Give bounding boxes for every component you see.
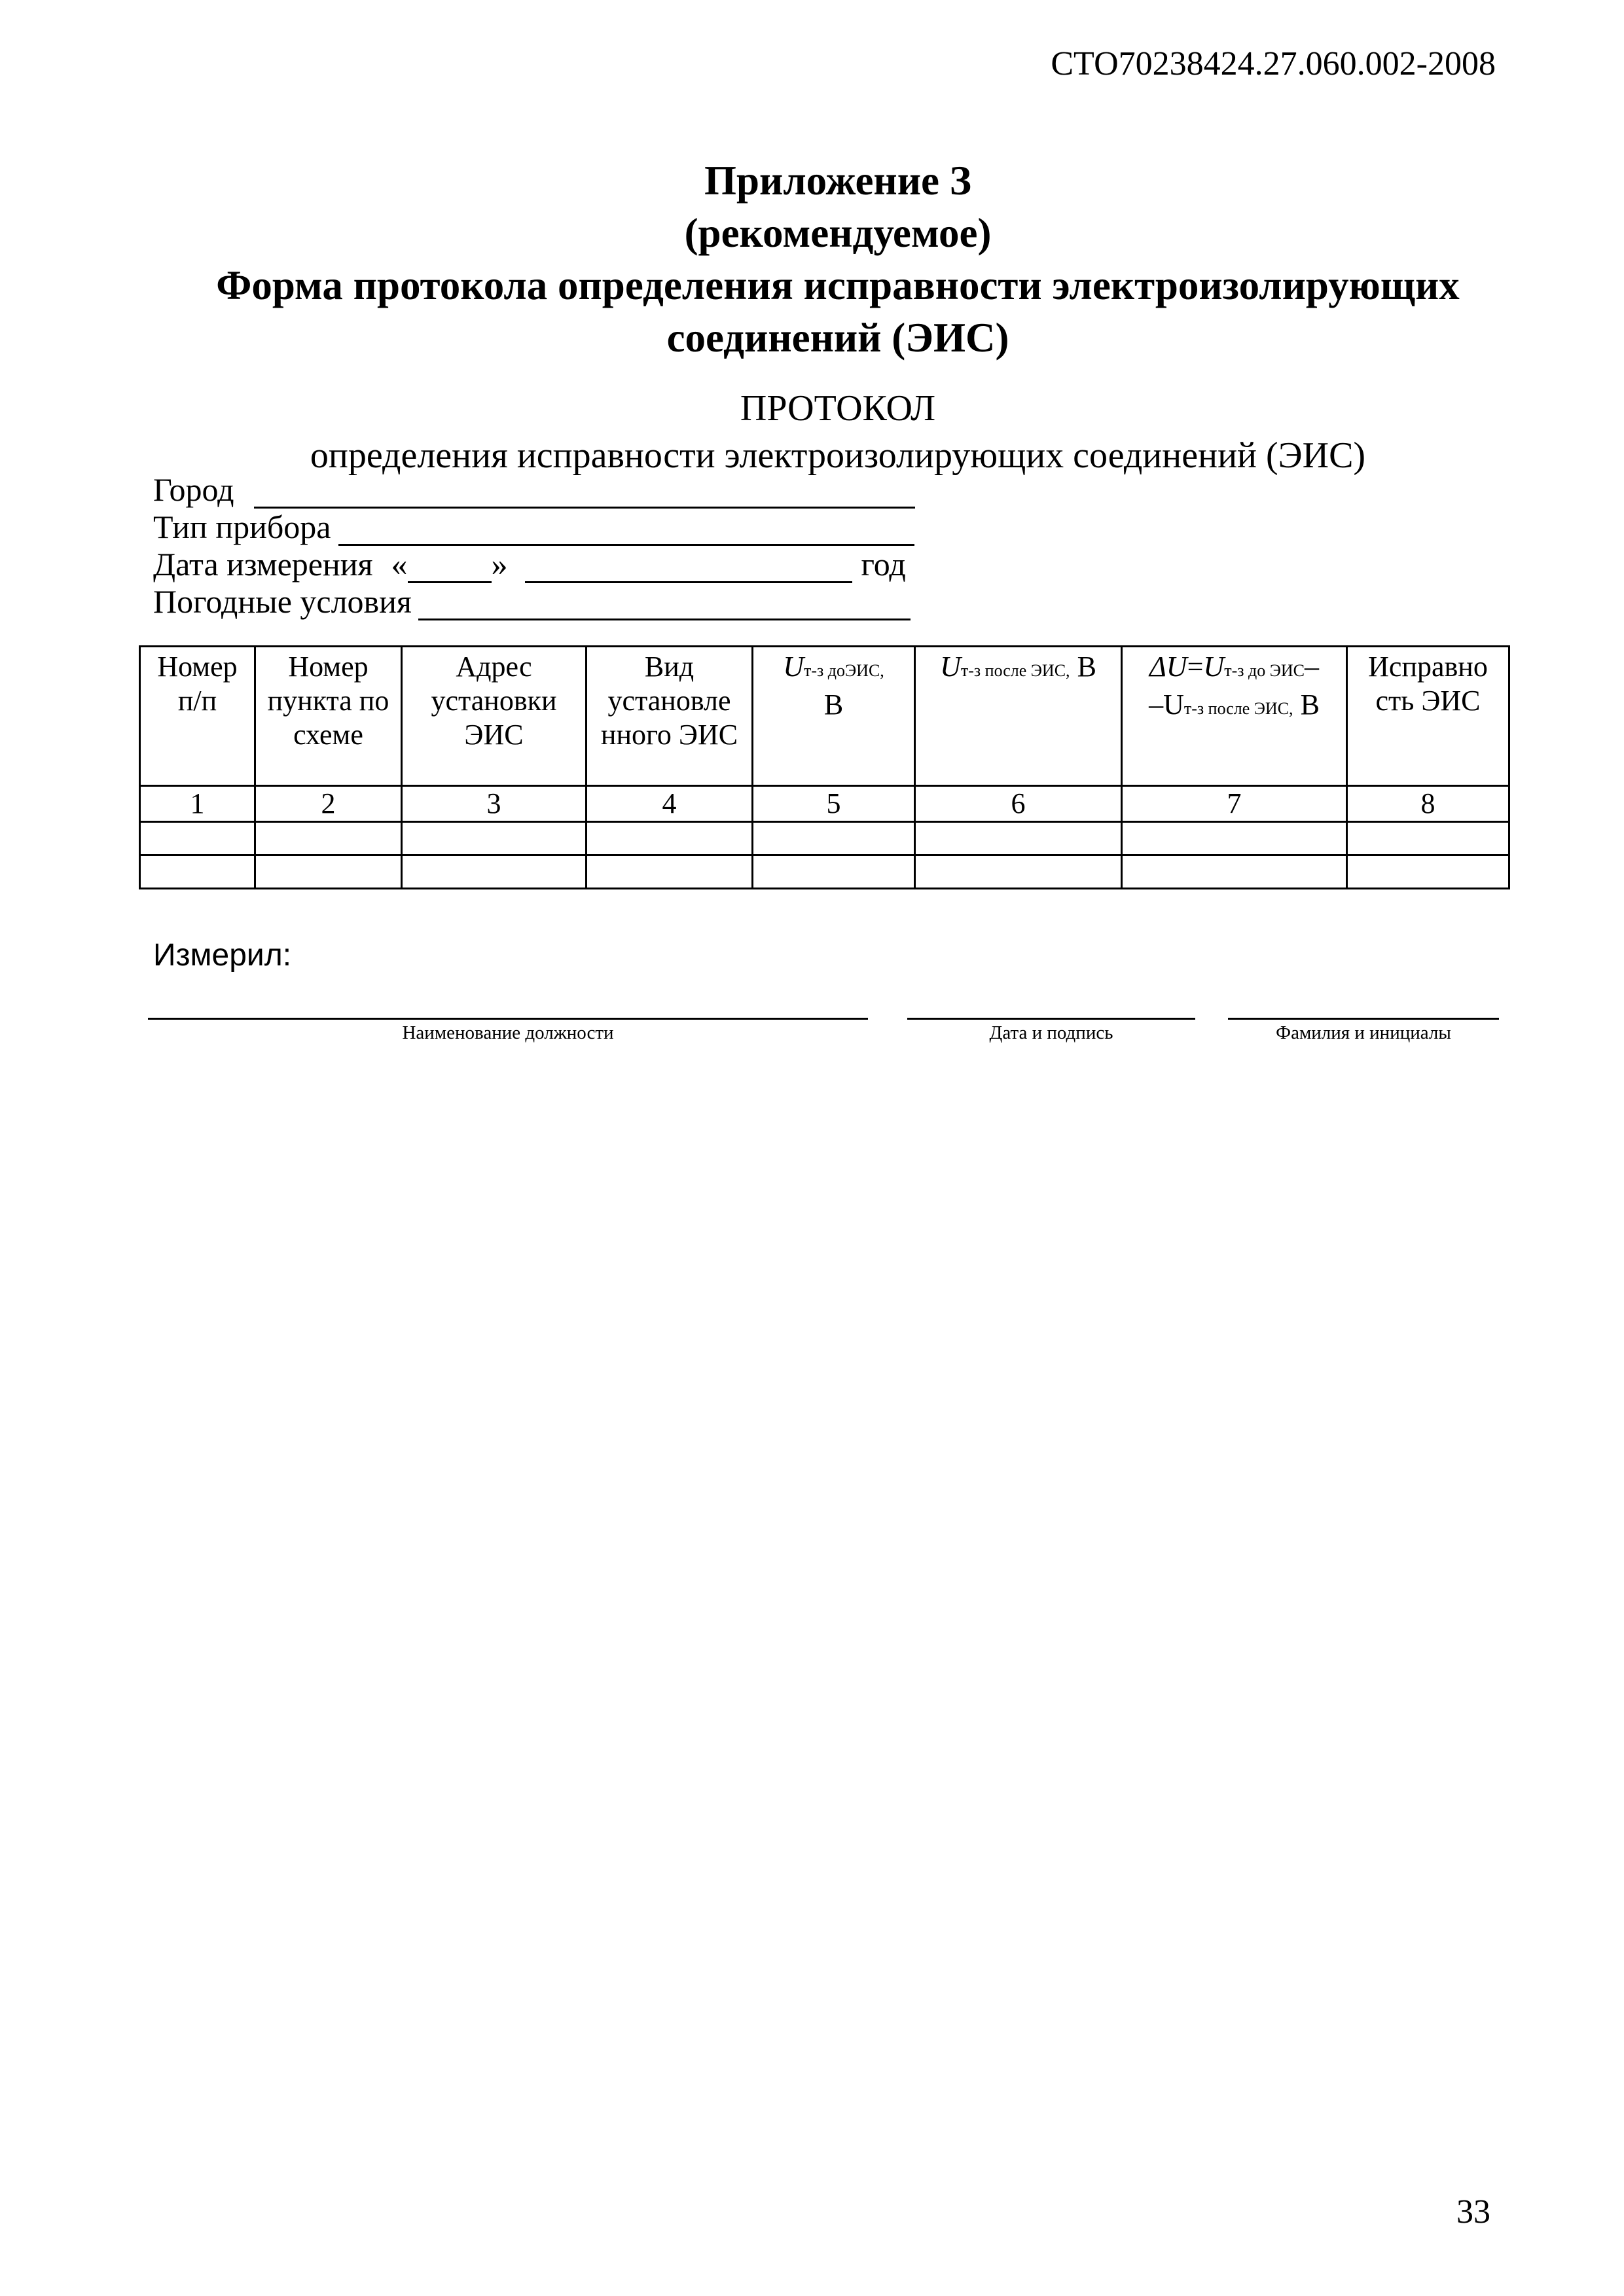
column-number: 5 (753, 786, 915, 822)
device-input[interactable] (338, 515, 914, 546)
appendix-heading (118, 154, 1558, 364)
form-title-line1: Форма протокола определения исправности электроизолирующих (216, 262, 1460, 308)
measured-by-label: Измерил: (153, 938, 292, 973)
table-cell[interactable] (255, 855, 402, 889)
delta-subscript-after: т-з после ЭИС, (1183, 699, 1293, 718)
table-cell[interactable] (1347, 822, 1509, 855)
document-code: СТО70238424.27.060.002-2008 (1051, 45, 1496, 82)
protocol-heading (118, 385, 1558, 479)
table-row (140, 822, 1509, 855)
header-delta-u (1122, 647, 1347, 786)
quote-close: » (491, 546, 508, 583)
table-cell[interactable] (1122, 822, 1347, 855)
delta-u-symbol: ΔU (1149, 651, 1187, 683)
city-label: Город (153, 471, 234, 508)
form-title-line2: соединений (ЭИС) (666, 315, 1009, 361)
minus-sign: – (1305, 651, 1320, 683)
name-caption: Фамилия и инициалы (1276, 1022, 1451, 1043)
city-row (153, 471, 915, 509)
column-number-row (140, 786, 1509, 822)
name-signature-line[interactable] (1228, 1018, 1499, 1020)
unit-volt: В (823, 689, 844, 721)
date-label: Дата измерения (153, 546, 373, 583)
u-after-subscript: т-з после ЭИС, (960, 661, 1070, 680)
header-number: Номер п/п (140, 647, 255, 786)
table-cell[interactable] (1347, 855, 1509, 889)
weather-row (153, 583, 915, 620)
header-u-before (753, 647, 915, 786)
table-cell[interactable] (402, 822, 586, 855)
table-cell[interactable] (1122, 855, 1347, 889)
protocol-fields (153, 471, 915, 620)
u-symbol: U (1203, 651, 1225, 683)
quote-open: « (391, 546, 408, 583)
date-row (153, 546, 915, 583)
date-caption: Дата и подпись (989, 1022, 1113, 1043)
appendix-type: (рекомендуемое) (684, 210, 992, 256)
date-signature-line[interactable] (907, 1018, 1195, 1020)
column-number: 7 (1122, 786, 1347, 822)
measurement-table (139, 645, 1510, 889)
table-cell[interactable] (586, 822, 753, 855)
column-number: 4 (586, 786, 753, 822)
header-type: Вид установле нного ЭИС (586, 647, 753, 786)
table-cell[interactable] (915, 822, 1122, 855)
position-caption: Наименование должности (402, 1022, 614, 1043)
table-cell[interactable] (753, 855, 915, 889)
column-number: 1 (140, 786, 255, 822)
day-input[interactable] (408, 552, 492, 583)
column-number: 6 (915, 786, 1122, 822)
weather-label: Погодные условия (153, 583, 412, 620)
u-symbol: U (940, 651, 961, 683)
unit-volt: В (1300, 689, 1320, 721)
table-header-row (140, 647, 1509, 786)
protocol-subtitle: определения исправности электроизолирующих соединений (ЭИС) (310, 435, 1366, 476)
minus-u-symbol: –U (1149, 689, 1184, 721)
u-symbol: U (783, 651, 804, 683)
page-number: 33 (1456, 2193, 1490, 2231)
device-label: Тип прибора (153, 509, 331, 545)
column-number: 8 (1347, 786, 1509, 822)
position-signature-line[interactable] (148, 1018, 868, 1020)
header-address: Адрес установки ЭИС (402, 647, 586, 786)
table-cell[interactable] (140, 822, 255, 855)
delta-subscript-before: т-з до ЭИС (1224, 661, 1305, 680)
table-cell[interactable] (915, 855, 1122, 889)
weather-input[interactable] (418, 590, 911, 620)
header-status: Исправно сть ЭИС (1347, 647, 1509, 786)
appendix-title: Приложение З (704, 158, 971, 204)
table-cell[interactable] (140, 855, 255, 889)
unit-volt: В (1077, 651, 1096, 683)
table-row (140, 855, 1509, 889)
header-u-after (915, 647, 1122, 786)
equals-sign: = (1187, 651, 1204, 683)
column-number: 2 (255, 786, 402, 822)
year-label: год (861, 546, 906, 583)
table-cell[interactable] (402, 855, 586, 889)
table-cell[interactable] (753, 822, 915, 855)
device-row (153, 509, 915, 546)
city-input[interactable] (254, 478, 915, 509)
column-number: 3 (402, 786, 586, 822)
protocol-word: ПРОТОКОЛ (740, 388, 936, 429)
table-cell[interactable] (255, 822, 402, 855)
month-input[interactable] (525, 552, 852, 583)
header-point: Номер пункта по схеме (255, 647, 402, 786)
u-before-subscript: т-з доЭИС, (803, 661, 884, 680)
table-cell[interactable] (586, 855, 753, 889)
